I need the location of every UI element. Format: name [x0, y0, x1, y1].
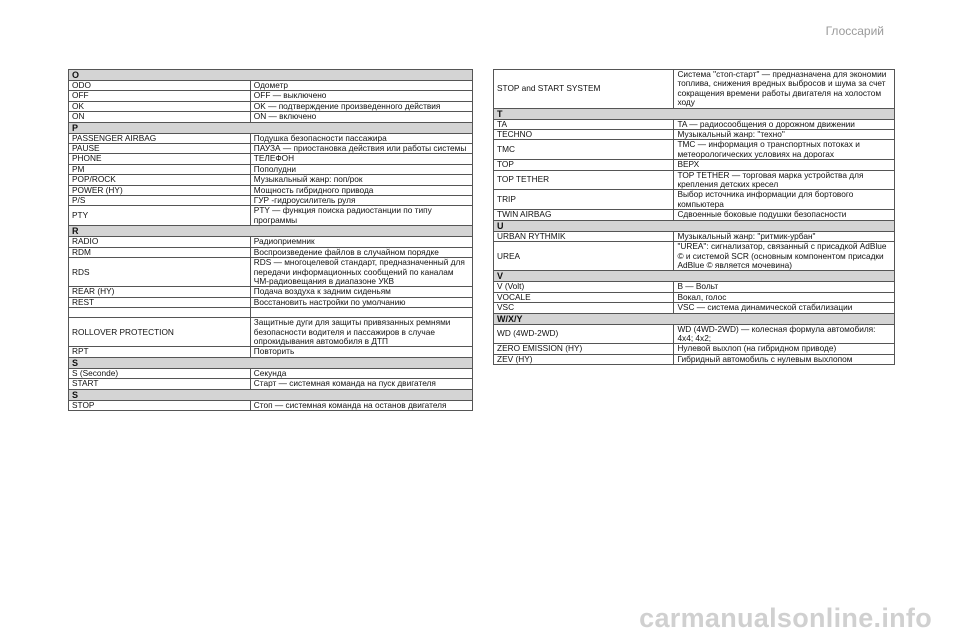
glossary-term: TMC — [494, 140, 674, 160]
section-letter: T — [494, 108, 895, 119]
section-letter: P — [69, 122, 473, 133]
section-letter: S — [69, 389, 473, 400]
glossary-term: RDS — [69, 258, 251, 287]
glossary-term: RADIO — [69, 237, 251, 247]
glossary-term: START — [69, 379, 251, 389]
section-header-row — [494, 220, 895, 231]
glossary-term: VOCALE — [494, 292, 674, 302]
glossary-term: RPT — [69, 347, 251, 357]
glossary-row — [69, 347, 473, 357]
glossary-term: ZEV (HY) — [494, 354, 674, 364]
glossary-term: P/S — [69, 196, 251, 206]
glossary-definition: Секунда — [250, 368, 472, 378]
glossary-definition: TMC — информация о транспортных потоках и метеорологических условиях на дорогах — [674, 140, 895, 160]
glossary-term: ROLLOVER PROTECTION — [69, 318, 251, 347]
glossary-term: ON — [69, 112, 251, 122]
glossary-row — [494, 231, 895, 241]
glossary-definition: "UREA": сигнализатор, связанный с присадкой AdBlue © и системой SCR (основным компонентом присадки AdBlue © является мочевина) — [674, 242, 895, 271]
glossary-definition: Сдвоенные боковые подушки безопасности — [674, 210, 895, 220]
glossary-definition: Мощность гибридного привода — [250, 185, 472, 195]
glossary-row — [69, 379, 473, 389]
glossary-definition: ВЕРХ — [674, 160, 895, 170]
section-header-row — [494, 271, 895, 282]
glossary-row — [494, 70, 895, 109]
glossary-term: WD (4WD-2WD) — [494, 324, 674, 344]
blank-cell — [69, 308, 251, 318]
glossary-term: S (Seconde) — [69, 368, 251, 378]
section-letter: V — [494, 271, 895, 282]
section-header-row — [69, 70, 473, 81]
glossary-row — [494, 303, 895, 313]
glossary-row — [69, 368, 473, 378]
glossary-term: V (Volt) — [494, 282, 674, 292]
glossary-row — [69, 287, 473, 297]
glossary-term: TRIP — [494, 190, 674, 210]
glossary-row — [494, 190, 895, 210]
glossary-term: PHONE — [69, 154, 251, 164]
glossary-definition: Стоп — системная команда на останов двигателя — [250, 400, 472, 410]
glossary-definition: Защитные дуги для защиты привязанных ремнями безопасности водителя и пассажиров в случае опрокидывания автомобиля в ДТП — [250, 318, 472, 347]
glossary-term: PM — [69, 164, 251, 174]
glossary-definition: Восстановить настройки по умолчанию — [250, 297, 472, 307]
glossary-term: ODO — [69, 81, 251, 91]
glossary-term: URBAN RYTHMIK — [494, 231, 674, 241]
glossary-term: PASSENGER AIRBAG — [69, 133, 251, 143]
glossary-row — [69, 297, 473, 307]
glossary-definition: Музыкальный жанр: поп/рок — [250, 175, 472, 185]
glossary-row — [69, 258, 473, 287]
glossary-definition: ГУР -гидроусилитель руля — [250, 196, 472, 206]
glossary-row — [69, 144, 473, 154]
glossary-term: TWIN AIRBAG — [494, 210, 674, 220]
glossary-definition: WD (4WD-2WD) — колесная формула автомобиля: 4x4; 4x2; — [674, 324, 895, 344]
section-letter: W/X/Y — [494, 313, 895, 324]
glossary-term: REST — [69, 297, 251, 307]
glossary-row — [494, 130, 895, 140]
glossary-row — [494, 242, 895, 271]
glossary-definition: Одометр — [250, 81, 472, 91]
glossary-definition: Радиоприемник — [250, 237, 472, 247]
glossary-definition: Выбор источника информации для бортового компьютера — [674, 190, 895, 210]
glossary-row — [69, 133, 473, 143]
glossary-term: POWER (HY) — [69, 185, 251, 195]
glossary-row — [69, 101, 473, 111]
glossary-row — [494, 210, 895, 220]
glossary-term: REAR (HY) — [69, 287, 251, 297]
watermark: carmanualsonline.info — [639, 603, 932, 633]
glossary-term: STOP and START SYSTEM — [494, 70, 674, 109]
glossary-row — [69, 164, 473, 174]
section-letter: S — [69, 357, 473, 368]
glossary-definition: Подача воздуха к задним сиденьям — [250, 287, 472, 297]
glossary-row — [69, 81, 473, 91]
section-letter: R — [69, 226, 473, 237]
section-header-row — [69, 226, 473, 237]
glossary-row — [494, 140, 895, 160]
glossary-table-left — [68, 69, 473, 411]
glossary-row — [69, 237, 473, 247]
glossary-term: TA — [494, 119, 674, 129]
glossary-row — [69, 154, 473, 164]
section-letter: U — [494, 220, 895, 231]
glossary-term: ZERO EMISSION (HY) — [494, 344, 674, 354]
blank-row — [69, 308, 473, 318]
glossary-definition: В — Вольт — [674, 282, 895, 292]
glossary-row — [69, 185, 473, 195]
glossary-row — [69, 91, 473, 101]
glossary-row — [494, 282, 895, 292]
glossary-definition: Вокал, голос — [674, 292, 895, 302]
page-title: Глоссарий — [825, 24, 884, 38]
section-header-row — [69, 357, 473, 368]
glossary-term: STOP — [69, 400, 251, 410]
glossary-term: TOP — [494, 160, 674, 170]
glossary-definition: RDS — многоцелевой стандарт, предназначенный для передачи информационных сообщений по каналам ЧМ-радиовещания в диапазоне УКВ — [250, 258, 472, 287]
glossary-row — [69, 400, 473, 410]
glossary-term: TECHNO — [494, 130, 674, 140]
glossary-definition: Старт — системная команда на пуск двигателя — [250, 379, 472, 389]
glossary-definition: Система "стоп-старт" — предназначена для экономии топлива, снижения вредных выбросов и шума за счет сокращения времени работы двигателя на холостом ходу — [674, 70, 895, 109]
glossary-row — [69, 247, 473, 257]
section-header-row — [494, 313, 895, 324]
glossary-row — [69, 196, 473, 206]
glossary-definition: Музыкальный жанр: "техно" — [674, 130, 895, 140]
glossary-term: UREA — [494, 242, 674, 271]
glossary-definition: Музыкальный жанр: "ритмик-урбан" — [674, 231, 895, 241]
glossary-row — [69, 206, 473, 226]
blank-cell — [250, 308, 472, 318]
glossary-row — [69, 318, 473, 347]
glossary-term: RDM — [69, 247, 251, 257]
glossary-definition: PTY — функция поиска радиостанции по типу программы — [250, 206, 472, 226]
glossary-term: VSC — [494, 303, 674, 313]
glossary-term: PTY — [69, 206, 251, 226]
glossary-table-right — [493, 69, 895, 365]
glossary-definition: VSC — система динамической стабилизации — [674, 303, 895, 313]
glossary-definition: TOP TETHER — торговая марка устройства для крепления детских кресел — [674, 170, 895, 190]
glossary-definition: Нулевой выхлоп (на гибридном приводе) — [674, 344, 895, 354]
glossary-definition: OFF — выключено — [250, 91, 472, 101]
glossary-definition: Гибридный автомобиль с нулевым выхлопом — [674, 354, 895, 364]
glossary-definition: Воспроизведение файлов в случайном порядке — [250, 247, 472, 257]
glossary-row — [494, 344, 895, 354]
section-header-row — [69, 122, 473, 133]
glossary-row — [69, 112, 473, 122]
glossary-definition: ПАУЗА — приостановка действия или работы системы — [250, 144, 472, 154]
glossary-row — [494, 354, 895, 364]
glossary-row — [494, 119, 895, 129]
glossary-definition: ТЕЛЕФОН — [250, 154, 472, 164]
glossary-term: POP/ROCK — [69, 175, 251, 185]
glossary-row — [494, 170, 895, 190]
glossary-definition: OK — подтверждение произведенного действия — [250, 101, 472, 111]
glossary-term: OK — [69, 101, 251, 111]
glossary-row — [494, 324, 895, 344]
glossary-term: PAUSE — [69, 144, 251, 154]
section-header-row — [494, 108, 895, 119]
glossary-definition: TA — радиосообщения о дорожном движении — [674, 119, 895, 129]
section-letter: O — [69, 70, 473, 81]
glossary-definition: Повторить — [250, 347, 472, 357]
glossary-term: OFF — [69, 91, 251, 101]
glossary-definition: Пополудни — [250, 164, 472, 174]
section-header-row — [69, 389, 473, 400]
glossary-term: TOP TETHER — [494, 170, 674, 190]
glossary-definition: Подушка безопасности пассажира — [250, 133, 472, 143]
glossary-definition: ON — включено — [250, 112, 472, 122]
glossary-row — [494, 160, 895, 170]
glossary-row — [494, 292, 895, 302]
glossary-row — [69, 175, 473, 185]
